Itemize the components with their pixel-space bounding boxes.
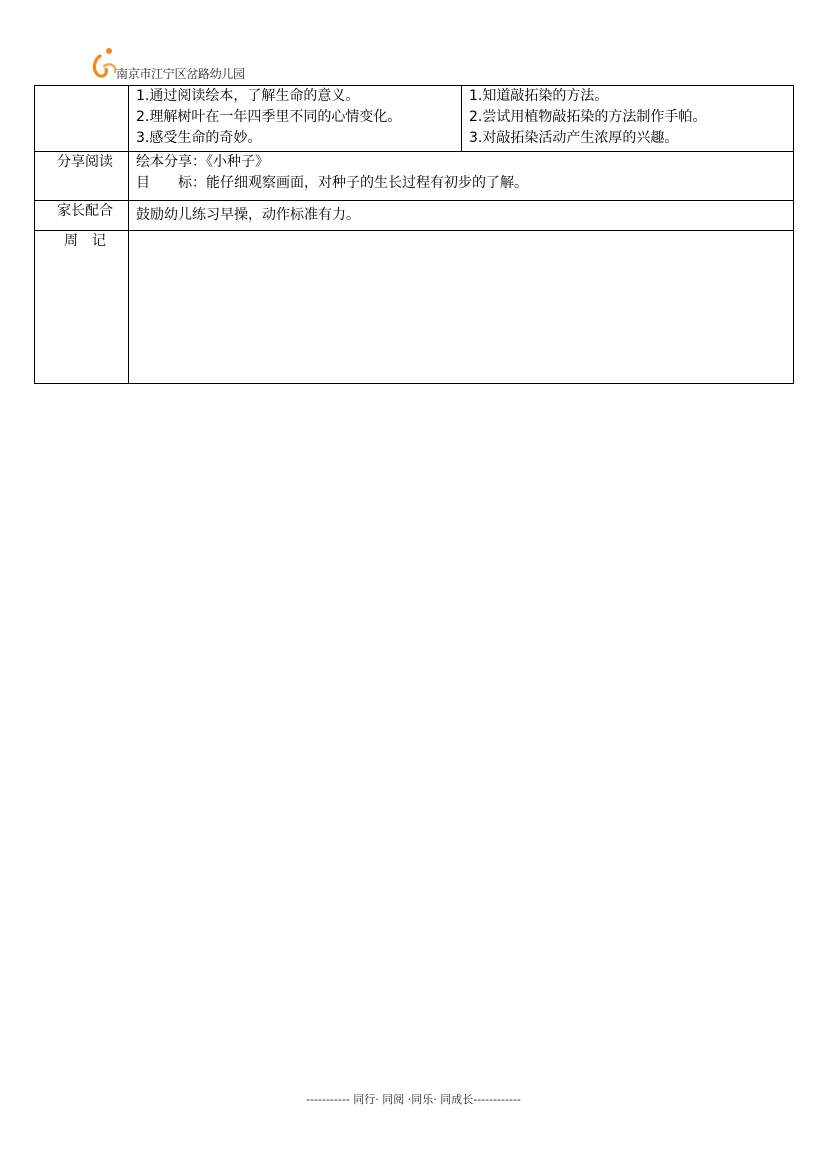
parents-text: 鼓励幼儿练习早操，动作标准有力。 [129, 201, 794, 231]
goal-left-item: 3.感受生命的奇妙。 [136, 130, 262, 146]
sharing-goal-line [136, 173, 793, 194]
footer-slogan: ----------- 同行· 同阅 ·同乐· 同成长------------ [306, 1093, 521, 1106]
sharing-content-cell [129, 152, 794, 201]
weekly-row [35, 231, 794, 384]
weekly-label: 周 记 [35, 231, 129, 384]
goal-right-item: 2.尝试用植物敲拓染的方法制作手帕。 [469, 109, 707, 125]
goals-row [35, 86, 794, 152]
goal-left-item: 2.理解树叶在一年四季里不同的心情变化。 [136, 109, 402, 125]
parents-row [35, 201, 794, 231]
sharing-label: 分享阅读 [35, 152, 129, 201]
sharing-goal-label: 目 标： [136, 175, 206, 191]
weekly-plan-table [34, 85, 794, 384]
page-header [90, 44, 390, 80]
school-name: 南京市江宁区岔路幼儿园 [116, 67, 245, 81]
goal-right-item: 1.知道敲拓染的方法。 [469, 88, 609, 104]
sharing-goal-text: 能仔细观察画面，对种子的生长过程有初步的了解。 [206, 175, 528, 191]
weekly-notes [129, 231, 794, 384]
sharing-row [35, 152, 794, 201]
goals-left-cell [129, 86, 462, 152]
goal-right-item: 3.对敲拓染活动产生浓厚的兴趣。 [469, 130, 679, 146]
goals-right-cell [462, 86, 794, 152]
parents-label: 家长配合 [35, 201, 129, 231]
goal-left-item: 1.通过阅读绘本，了解生命的意义。 [136, 88, 360, 104]
sharing-book: 绘本分享：《小种子》 [136, 154, 269, 170]
goals-label-cell [35, 86, 129, 152]
